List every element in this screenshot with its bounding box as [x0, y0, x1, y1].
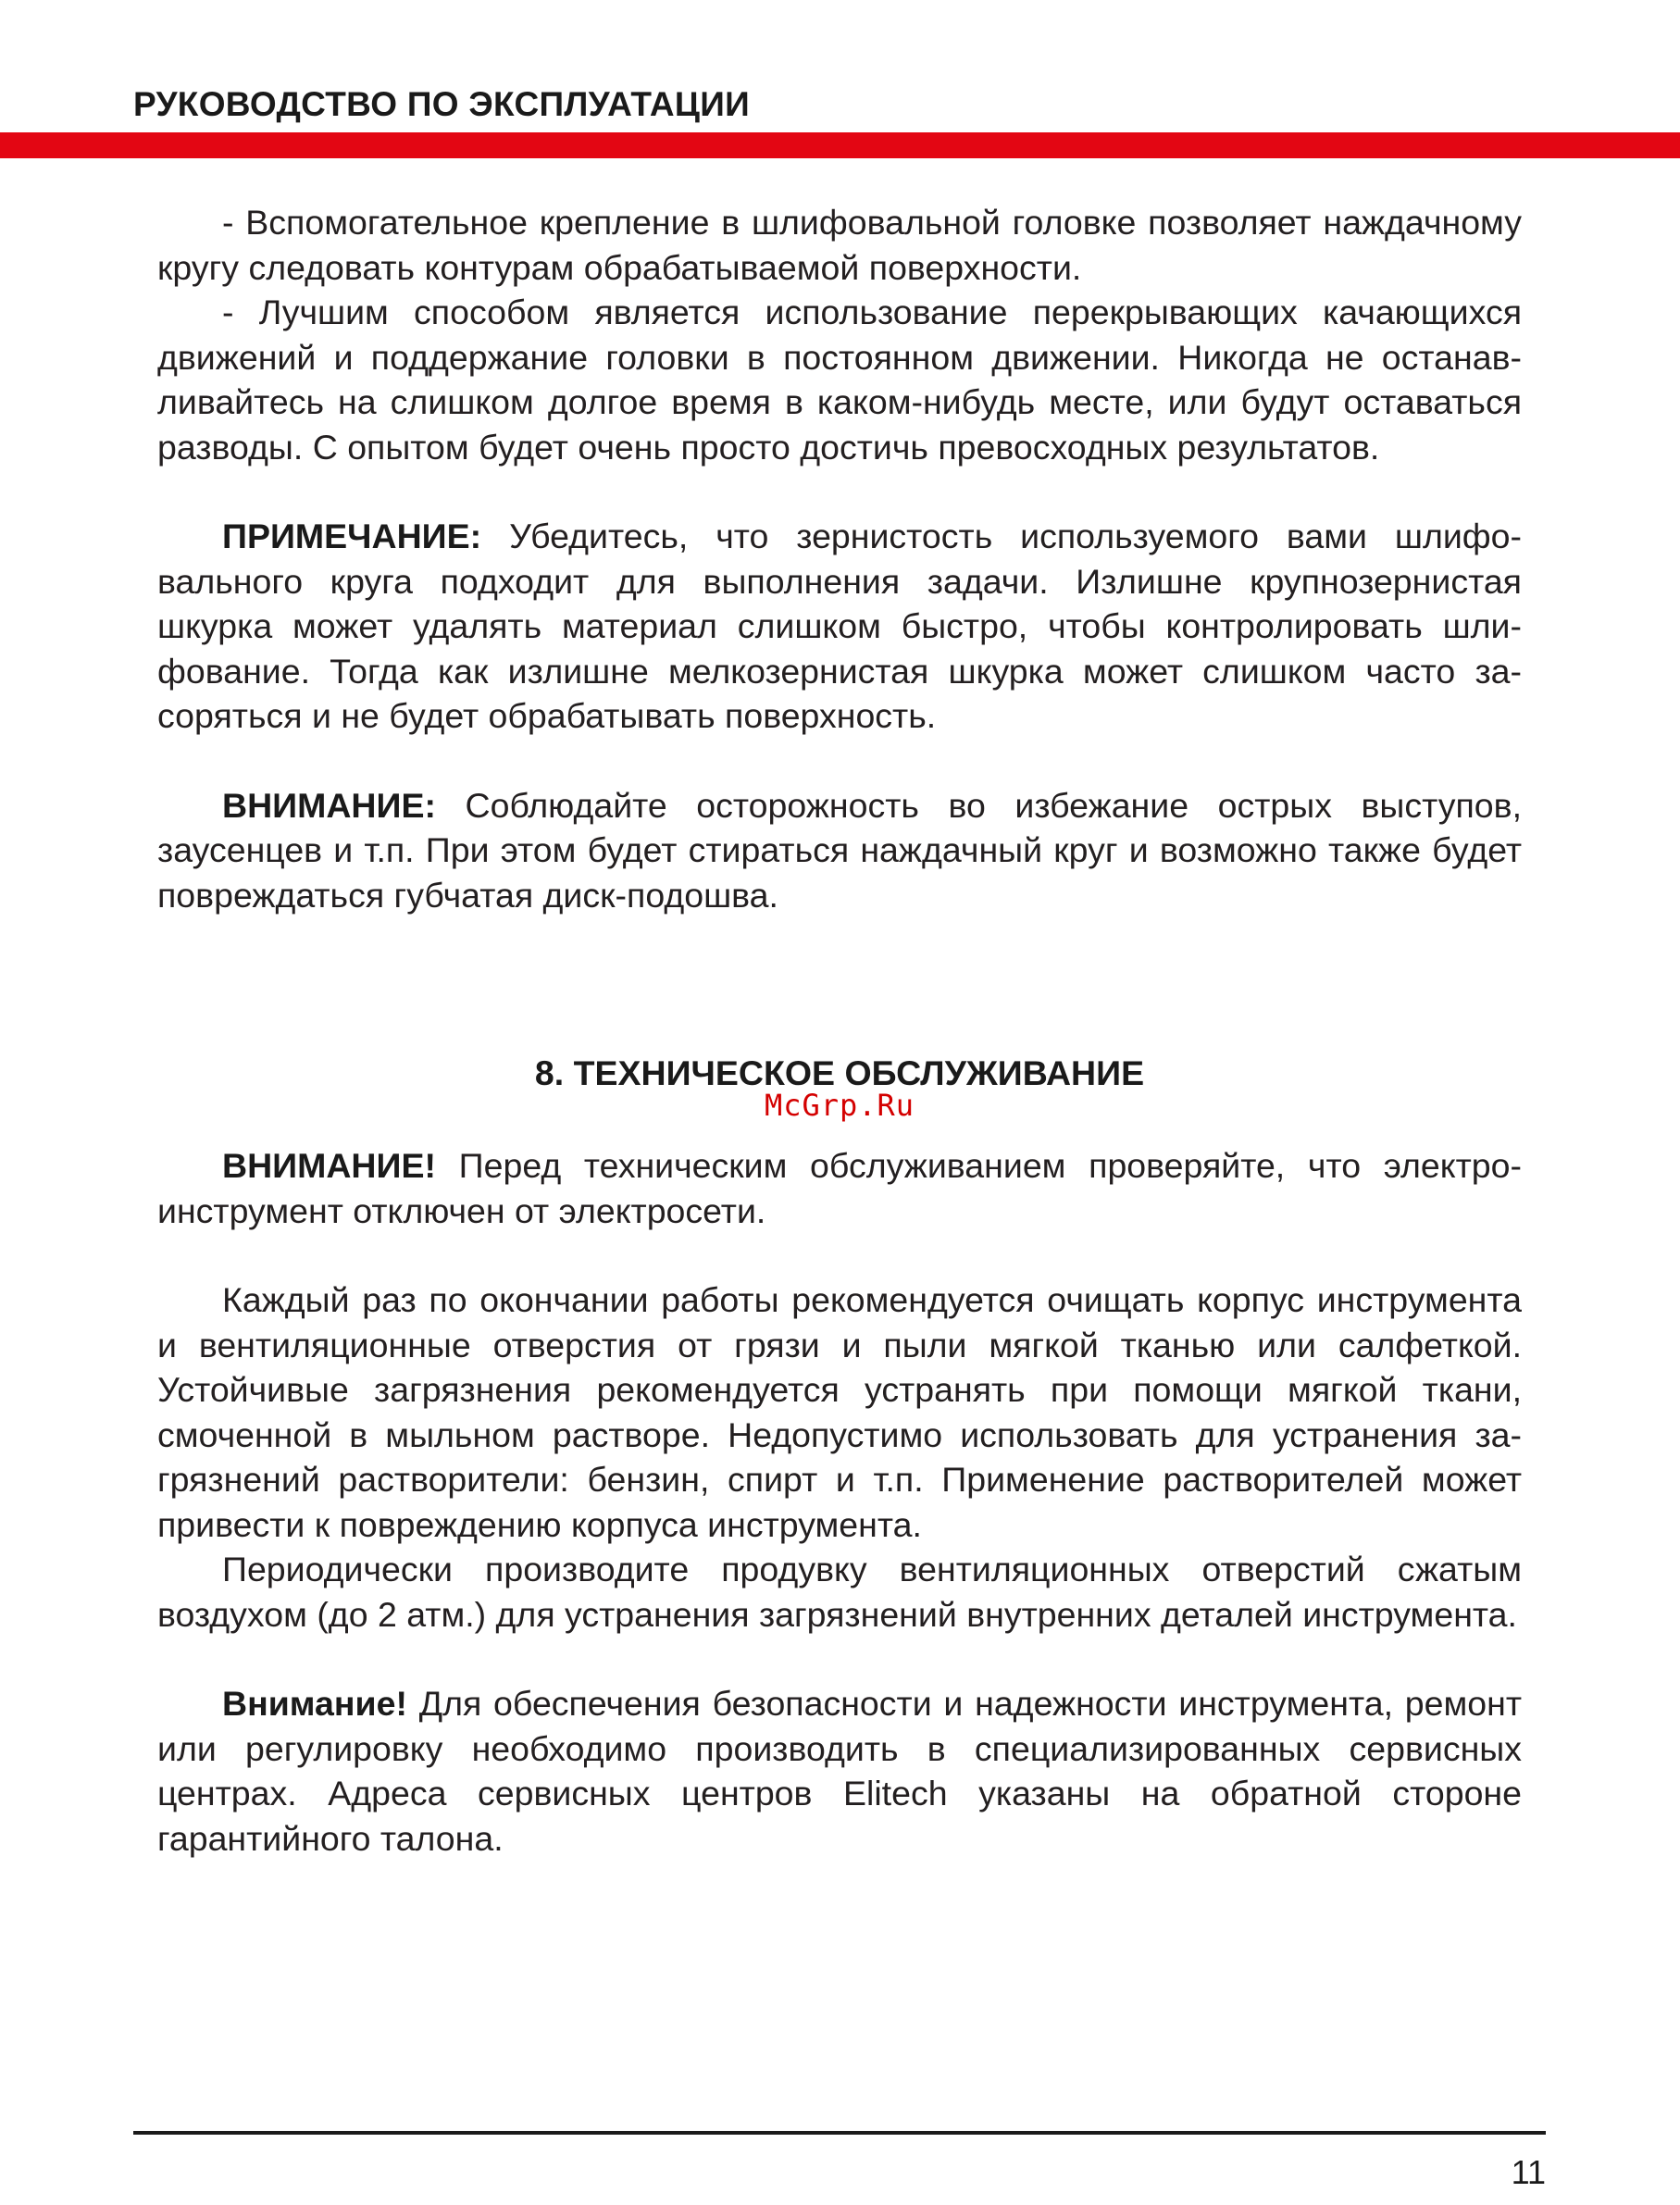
spacer: [157, 1637, 1522, 1681]
service-text: Для обеспечения безопасности и надежности инструмента, ремонт или регулировку необходимо производить в специализированных сервисных центрах. Адреса сервисных центров Elitech указаны на обратной стороне гарантийного талона.: [157, 1684, 1522, 1858]
note-label: ПРИМЕЧАНИЕ:: [222, 517, 482, 555]
caution-label: ВНИМАНИЕ:: [222, 785, 436, 825]
paragraph-cleaning: Каждый раз по окончании работы рекомендуется очищать корпус инструмента и вентиляционные отверстия от грязи и пыли мягкой тканью или салфеткой. Устойчивые загрязнения рекомендуется устранять при помощи мягкой ткани, смоченной в мыльном растворе. Недопустимо использовать для устранения загрязнений растворители: бензин, спирт и т.п. Применение растворителей может привести к повреждению корпуса инструмента.: [157, 1280, 1522, 1544]
section-title: 8. ТЕХНИЧЕСКОЕ ОБСЛУЖИВАНИЕ: [534, 1053, 1145, 1092]
spacer: [157, 1233, 1522, 1277]
service-label: Внимание!: [222, 1684, 407, 1723]
caution-paragraph: [157, 783, 1522, 918]
paragraph-best-method: - Лучшим способом является использование перекрывающих качающихся движений и поддержание головки в постоянном движении. Никогда не останавливайтесь на слишком долгое время в каком-нибудь месте, или будут оставаться разводы. С опытом будет очень просто достичь превосходных результатов.: [157, 293, 1522, 467]
footer-rule: [133, 2131, 1546, 2135]
spacer: [157, 917, 1522, 1051]
warning-text: Перед техническим обслуживанием проверяйте, что электроинструмент отключен от электросети.: [157, 1146, 1522, 1230]
paragraph-auxiliary-mount: - Вспомогательное крепление в шлифовальной головке позволяет наждачному кругу следовать контурам обрабатываемой поверхности.: [157, 203, 1522, 287]
note-paragraph: [157, 514, 1522, 739]
warning-label: ВНИМАНИЕ!: [222, 1146, 436, 1185]
watermark-link[interactable]: McGrp.Ru: [764, 1088, 915, 1123]
spacer: [157, 739, 1522, 783]
page-number: 11: [1511, 2153, 1546, 2191]
header-red-bar: [0, 132, 1680, 158]
warning-paragraph: [157, 1143, 1522, 1233]
paragraph-blowing: Периодически производите продувку вентиляционных отверстий сжатым воздухом (до 2 атм.) для устранения загрязнений внутренних деталей инструмента.: [157, 1550, 1522, 1634]
page-content: [157, 200, 1522, 1861]
note-text: Убедитесь, что зернистость используемого вами шлифовального круга подходит для выполнения задачи. Излишне крупнозернистая шкурка может удалять материал слишком быстро, чтобы контролировать шлифование. Тогда как излишне мелкозернистая шкурка может слишком часто засоряться и не будет обрабатывать поверхность.: [157, 517, 1522, 735]
service-paragraph: [157, 1681, 1522, 1861]
caution-text: Соблюдайте осторожность во избежание острых выступов, заусенцев и т.п. При этом будет стираться наждачный круг и возможно также будет повреждаться губчатая диск-подошва.: [157, 785, 1522, 915]
page-header-title: РУКОВОДСТВО ПО ЭКСПЛУАТАЦИИ: [133, 85, 751, 123]
spacer: [157, 469, 1522, 514]
